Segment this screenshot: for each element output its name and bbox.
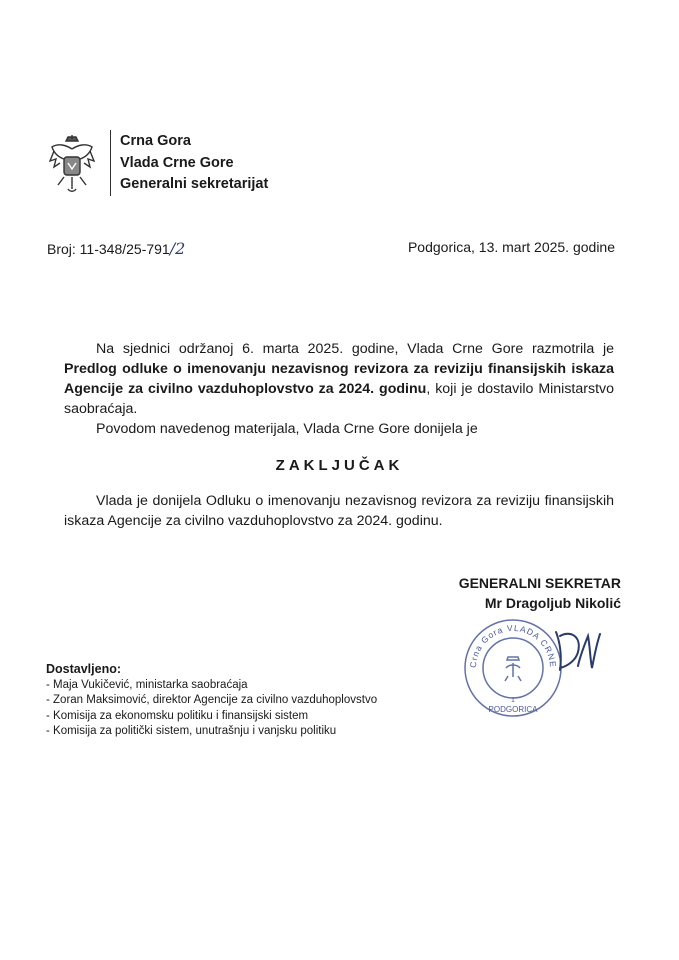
distribution-title: Dostavljeno: — [46, 662, 122, 676]
distribution-item: - Komisija za ekonomsku politiku i finansijski sistem — [46, 709, 377, 725]
signature-block — [459, 573, 621, 613]
document-number-handwritten: /2 — [169, 239, 186, 258]
institution-header — [120, 131, 268, 196]
document-number-label: Broj: 11-348/25-791 — [47, 241, 170, 257]
paragraph-1-start: Na sjednici održanoj 6. marta 2025. godine, Vlada Crne Gore razmotrila je — [96, 341, 614, 357]
distribution-item: - Maja Vukičević, ministarka saobraćaja — [46, 678, 377, 694]
stamp-text: Crna Gora VLADA CRNE — [467, 622, 559, 669]
signatory-role: GENERALNI SEKRETAR — [458, 575, 621, 591]
header-secretariat: Generalni sekretarijat — [120, 176, 269, 192]
paragraph-2: Povodom navedenog materijala, Vlada Crne Gore donijela je — [96, 421, 478, 437]
handwritten-signature — [548, 622, 608, 682]
distribution-item: - Zoran Maksimović, direktor Agencije za civilno vazduhoplovstvo — [46, 693, 377, 709]
paragraph-1-bold: Predlog odluke o imenovanju nezavisnog revizora za reviziju finansijskih iskaza Agencije za civilno vazduhoplovstvo za 2024. godinu — [64, 361, 614, 397]
header-country: Crna Gora — [120, 133, 191, 149]
distribution-list — [46, 662, 377, 740]
paragraph-1 — [64, 339, 614, 419]
paragraph-1-end: , koji je dostavilo Ministarstvo saobraćaja. — [64, 381, 615, 417]
place-date: Podgorica, 13. mart 2025. godine — [407, 239, 615, 255]
header-government: Vlada Crne Gore — [120, 154, 234, 171]
signatory-name: Mr Dragoljub Nikolić — [484, 595, 621, 611]
document-title: ZAKLJUČAK — [275, 457, 404, 474]
stamp-number: 1 — [511, 697, 515, 704]
coat-of-arms-icon — [48, 135, 96, 195]
stamp-city: PODGORICA — [488, 705, 538, 714]
document-number — [47, 239, 185, 258]
distribution-item: - Komisija za politički sistem, unutrašnju i vanjsku politiku — [46, 724, 377, 740]
paragraph-3: Vlada je donijela Odluku o imenovanju nezavisnog revizora za reviziju finansijskih iskaza Agencije za civilno vazduhoplovstvo za 2024. godinu. — [64, 493, 614, 529]
header-divider — [110, 130, 111, 196]
